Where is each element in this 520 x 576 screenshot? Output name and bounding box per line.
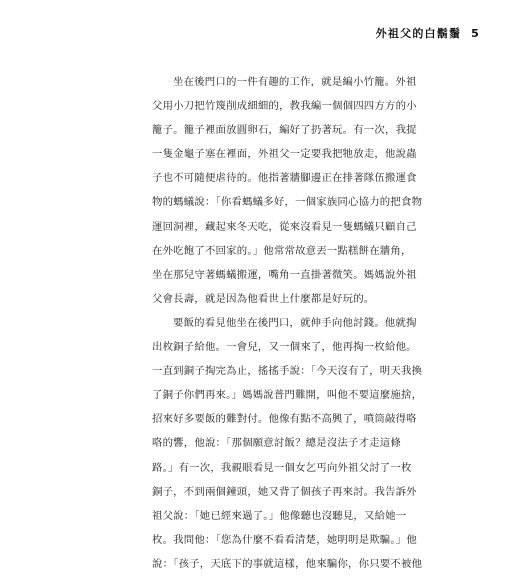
- text-line: 坐在那兒守著螞蟻搬運，嘴角一直掛著微笑。媽媽說外祖: [152, 268, 417, 281]
- text-line: 父用小刀把竹篾削成細細的，教我編一個個四四方方的小: [152, 100, 417, 113]
- text-line: 子也不可隨便虐待的。他指著牆腳邊正在排著隊伍搬運食: [152, 172, 417, 185]
- text-line: 說：「孩子，天底下的事就這樣，他來騙你，你只要不被他: [152, 557, 423, 570]
- text-line: 枚。我問他：「您為什麼不看看清楚，她明明是欺騙。」他: [152, 533, 417, 546]
- text-line: 坐在後門口的一件有趣的工作，就是編小竹籠。外祖: [173, 76, 417, 88]
- text-line: 路。」有一次，我親眼看見一個女乞丐向外祖父討了一枚: [152, 461, 412, 474]
- running-header: [376, 25, 480, 41]
- text-line: 招來好多要飯的難對付。他像有點不高興了，噴筒敲得咯: [152, 413, 417, 426]
- text-line: 出枚銅子給他。一會兒，又一個來了，他再掏一枚給他。: [152, 341, 417, 354]
- text-line: 一隻金龜子塞在裡面，外祖父一定要我把牠放走，他說蟲: [152, 148, 417, 161]
- header-title: 外祖父的白鬍鬚: [375, 27, 462, 40]
- text-line: 祖父說：「她已經來過了。」他像聽也沒聽見，又給她一: [152, 509, 407, 522]
- text-line: 籠子。籠子裡面放圓卵石，編好了扔著玩。有一次，我捉: [152, 124, 417, 137]
- text-line: 父會長壽，就是因為他看世上什麼都是好玩的。: [152, 292, 375, 305]
- body-text: [152, 70, 423, 576]
- text-line: 了銅子你們再來。」媽媽說普門難開，叫他不要這麼施捨，: [152, 389, 423, 402]
- text-line: 咯的響，他說：「那個願意討飯？總是沒法子才走這條: [152, 437, 401, 450]
- text-line: 一直到銅子掏完為止，搖搖手說：「今天沒有了，明天我換: [152, 365, 423, 378]
- text-line: 運回洞裡，藏起來冬天吃，從來沒看見一隻螞蟻只顧自己: [152, 220, 417, 233]
- text-line: 要飯的看見他坐在後門口，就伸手向他討錢。他就掏: [173, 316, 417, 329]
- page-number: 5: [471, 27, 480, 40]
- text-line: 銅子，不到兩個鐘頭，她又背了個孩子再來討。我告訴外: [152, 485, 417, 498]
- text-line: 在外吃飽了不回家的。」他常常故意丟一點糕餅在牆角，: [152, 244, 412, 257]
- text-line: 物的螞蟻說：「你看螞蟻多好，一個家族同心協力的把食物: [152, 196, 423, 209]
